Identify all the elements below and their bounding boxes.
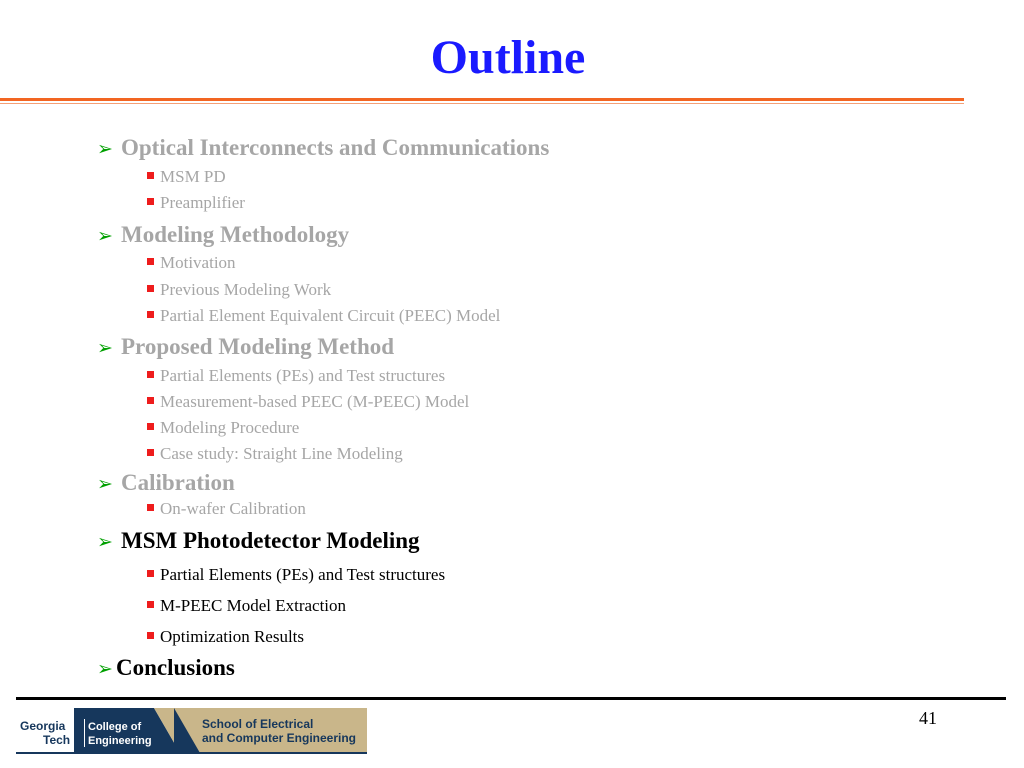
logo-institution-line1: Georgia: [20, 719, 66, 733]
red-square-bullet-icon: [147, 601, 154, 608]
logo-school-line1: School of Electrical: [202, 717, 314, 731]
outline-subitem-label: Modeling Procedure: [160, 418, 300, 437]
outline-subitem-label: MSM PD: [160, 167, 226, 186]
red-square-bullet-icon: [147, 371, 154, 378]
outline-subitem: [147, 392, 469, 412]
title-underline: [0, 98, 964, 101]
outline-item-current: [97, 528, 420, 555]
red-square-bullet-icon: [147, 449, 154, 456]
outline-subitem-label: Partial Elements (PEs) and Test structures: [160, 565, 446, 584]
green-arrow-bullet-icon: ➢: [97, 138, 113, 160]
green-arrow-bullet-icon: ➢: [97, 531, 113, 553]
outline-subitem: [147, 306, 500, 326]
outline-subitem-label: On-wafer Calibration: [160, 499, 306, 518]
outline-subitem: [147, 366, 445, 386]
green-arrow-bullet-icon: ➢: [97, 225, 113, 247]
outline-subitem-label: Measurement-based PEEC (M-PEEC) Model: [160, 392, 470, 411]
red-square-bullet-icon: [147, 258, 154, 265]
outline-item-label: Conclusions: [116, 655, 235, 680]
outline-subitem: [147, 499, 306, 519]
outline-subitem-label: Motivation: [160, 253, 236, 272]
logo-college-line1: College of: [88, 721, 142, 733]
red-square-bullet-icon: [147, 504, 154, 511]
outline-subitem: [147, 193, 245, 213]
footer-rule: [16, 697, 1006, 700]
outline-item: [97, 334, 394, 361]
outline-item-label: MSM Photodetector Modeling: [121, 528, 420, 553]
red-square-bullet-icon: [147, 423, 154, 430]
page-number: 41: [919, 708, 937, 728]
green-arrow-bullet-icon: ➢: [97, 473, 113, 495]
outline-subitem: [147, 253, 236, 273]
outline-subitem: [147, 167, 226, 187]
red-square-bullet-icon: [147, 311, 154, 318]
outline-subitem-label: Previous Modeling Work: [160, 280, 332, 299]
logo-school-line2: and Computer Engineering: [202, 731, 357, 745]
outline-subitem-label: M-PEEC Model Extraction: [160, 596, 347, 615]
title-underline-shadow: [0, 103, 964, 104]
outline-subitem: [147, 444, 403, 464]
outline-item-label: Optical Interconnects and Communications: [121, 135, 550, 160]
outline-subitem: [147, 280, 331, 300]
red-square-bullet-icon: [147, 397, 154, 404]
logo-college-line2: Engineering: [88, 735, 152, 747]
outline-subitem-label: Case study: Straight Line Modeling: [160, 444, 403, 463]
outline-subitem: [147, 565, 445, 585]
red-square-bullet-icon: [147, 285, 154, 292]
outline-item-label: Calibration: [121, 470, 235, 495]
outline-subitem: [147, 627, 304, 647]
outline-item: [97, 222, 349, 249]
green-arrow-bullet-icon: ➢: [97, 658, 113, 680]
outline-subitem-label: Optimization Results: [160, 627, 305, 646]
outline-subitem: [147, 596, 346, 616]
red-square-bullet-icon: [147, 198, 154, 205]
outline-item: [97, 655, 235, 682]
outline-item: [97, 135, 549, 162]
red-square-bullet-icon: [147, 172, 154, 179]
green-arrow-bullet-icon: ➢: [97, 337, 113, 359]
outline-subitem: [147, 418, 299, 438]
outline-subitem-label: Preamplifier: [160, 193, 245, 212]
red-square-bullet-icon: [147, 632, 154, 639]
outline-item: [97, 470, 235, 497]
outline-item-label: Proposed Modeling Method: [121, 334, 395, 359]
outline-item-label: Modeling Methodology: [121, 222, 350, 247]
red-square-bullet-icon: [147, 570, 154, 577]
slide-title: Outline: [430, 31, 586, 84]
outline-subitem-label: Partial Elements (PEs) and Test structures: [160, 366, 446, 385]
logo-institution-line2: Tech: [43, 733, 71, 747]
georgia-tech-ece-logo: [16, 707, 367, 754]
outline-subitem-label: Partial Element Equivalent Circuit (PEEC) Model: [160, 306, 501, 325]
